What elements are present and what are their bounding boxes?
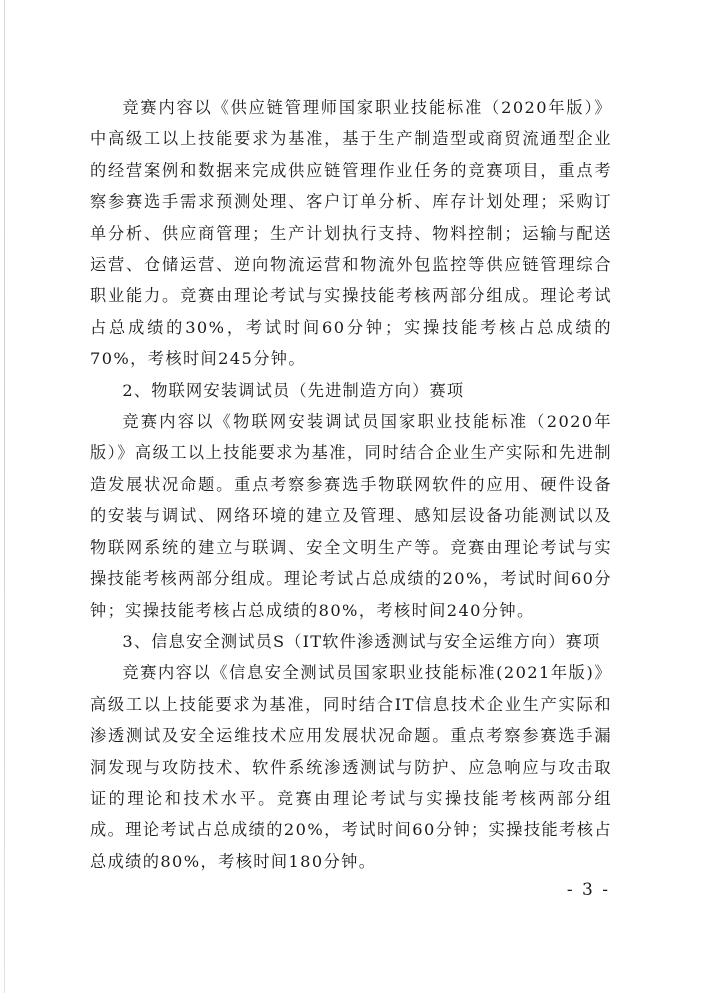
paragraph-info-security-content: 竞赛内容以《信息安全测试员国家职业技能标准(2021年版)》高级工以上技能要求为基准，同时结合IT信息技术企业生产实际和渗透测试及安全运维技术应用发展状况命题。重点考察参赛选手漏洞发现与攻防技术、软件系统渗透测试与防护、应急响应与攻击取证的理论和技术水平。竞赛由理论考试与实操技能考核两部分组成。理论考试占总成绩的20%，考试时间60分钟；实操技能考核占总成绩的80%，考核时间180分钟。 — [90, 663, 612, 871]
heading-iot-installer: 2、物联网安装调试员（先进制造方向）赛项 — [122, 380, 465, 400]
paragraph-supply-chain-content: 竞赛内容以《供应链管理师国家职业技能标准（2020年版）》中高级工以上技能要求为基准，基于生产制造型或商贸流通型企业的经营案例和数据来完成供应链管理作业任务的竞赛项目，重点考察参赛选手需求预测处理、客户订单分析、库存计划处理；采购订单分析、供应商管理；生产计划执行支持、物料控制；运输与配送运营、仓储运营、逆向物流运营和物流外包监控等供应链管理综合职业能力。竞赛由理论考试与实操技能考核两部分组成。理论考试占总成绩的30%，考试时间60分钟；实操技能考核占总成绩的70%，考核时间245分钟。 — [90, 98, 612, 369]
page-number: - 3 - — [566, 880, 610, 900]
document-body — [90, 92, 612, 877]
paragraph-iot-installer-content: 竞赛内容以《物联网安装调试员国家职业技能标准（2020年版）》高级工以上技能要求为基准，同时结合企业生产实际和先进制造发展状况命题。重点考察参赛选手物联网软件的应用、硬件设备的安装与调试、网络环境的建立及管理、感知层设备功能测试以及物联网系统的建立与联调、安全文明生产等。竞赛由理论考试与实操技能考核两部分组成。理论考试占总成绩的20%，考试时间60分钟；实操技能考核占总成绩的80%，考核时间240分钟。 — [90, 412, 612, 620]
heading-info-security-tester: 3、信息安全测试员S（IT软件渗透测试与安全运维方向）赛项 — [122, 631, 601, 651]
scan-edge-line — [4, 0, 5, 993]
